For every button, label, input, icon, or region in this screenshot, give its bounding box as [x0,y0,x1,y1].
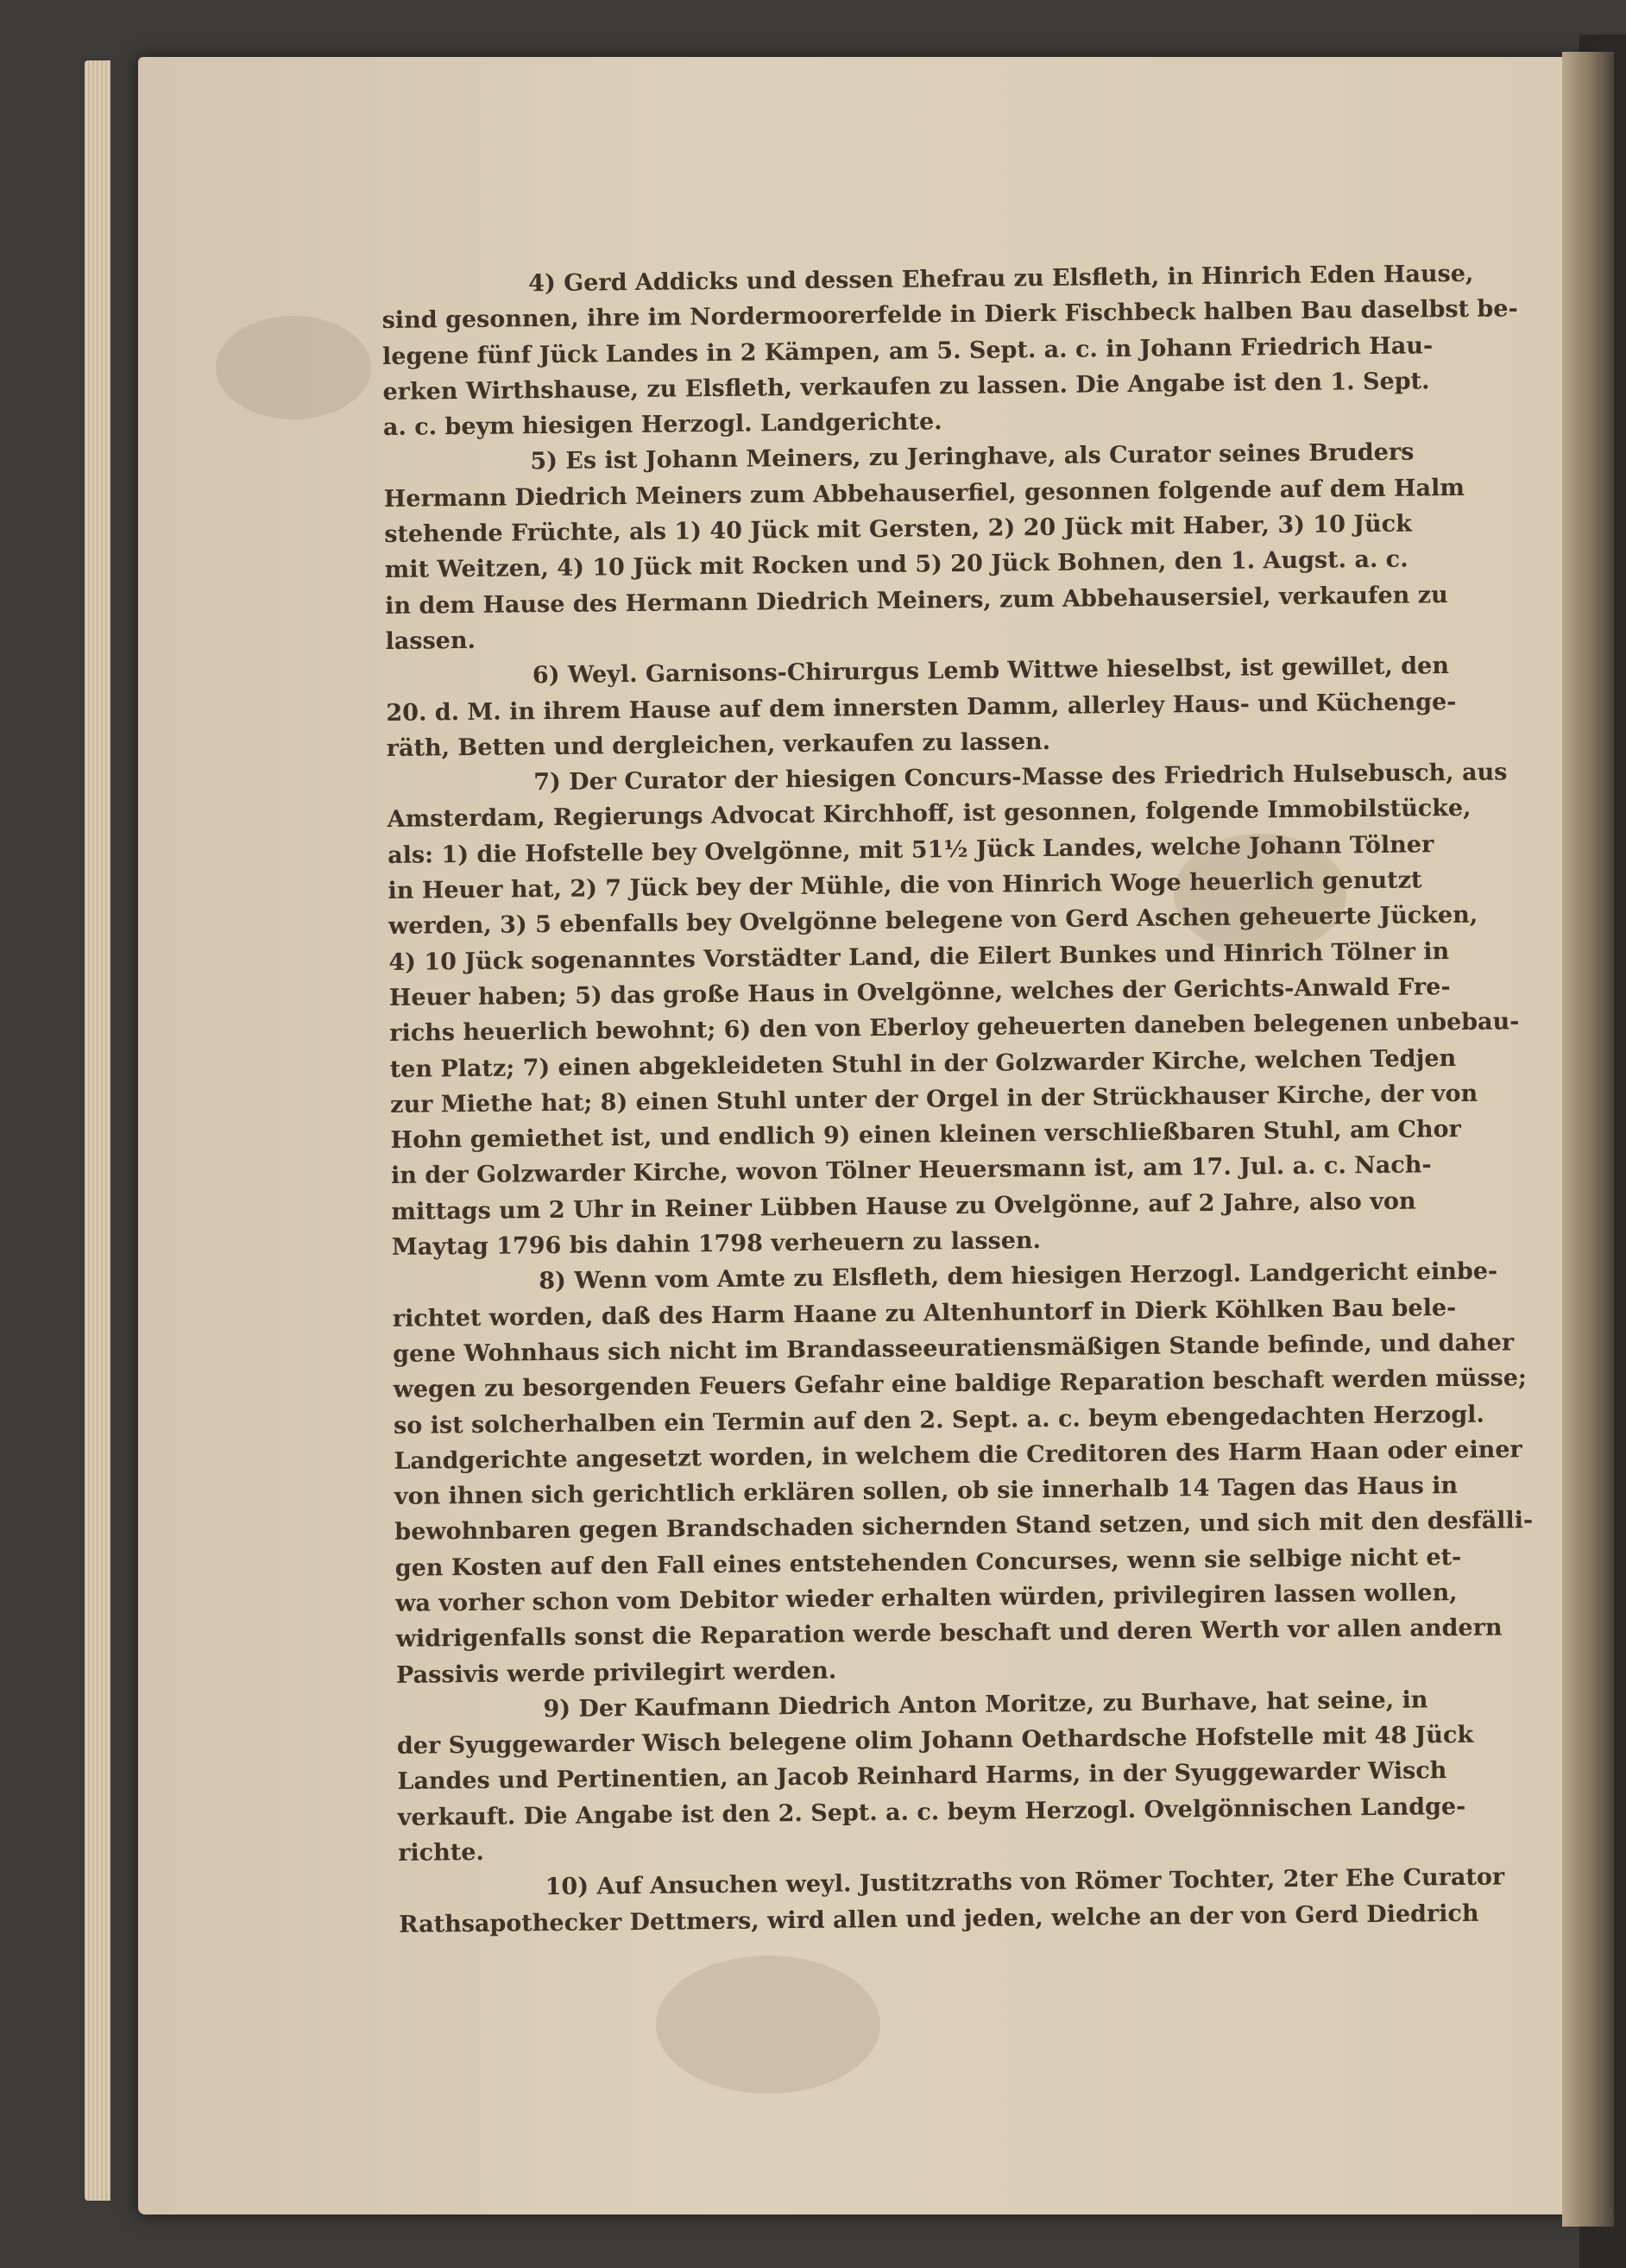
text-line: zur Miethe hat; 8) einen Stuhl unter der Orgel in der Strückhauser Kirche, der von [389,1080,1478,1118]
text-line: werden, 3) 5 ebenfalls bey Ovelgönne belegene von Gerd Aschen geheuerte Jücken, [388,902,1478,941]
text-line: wegen zu besorgenden Feuers Gefahr eine baldige Reparation beschaft werden müsse; [393,1364,1528,1404]
text-line: widrigenfalls sonst die Reparation werde beschaft und deren Werth vor allen andern [395,1614,1503,1654]
text-line: 4) Gerd Addicks und dessen Ehefrau zu Elsfleth, in Hinrich Eden Hause, [528,260,1474,298]
page-edges [85,60,110,2201]
text-line: lassen. [385,627,476,655]
text-line: richte. [398,1838,485,1867]
text-line: ten Platz; 7) einen abgekleideten Stuhl in der Golzwarder Kirche, welchen Tedjen [389,1044,1457,1083]
text-line: bewohnbaren gegen Brandschaden sichernden Stand setzen, und sich mit den desfälli- [394,1507,1534,1547]
text-line: in der Golzwarder Kirche, wovon Tölner Heuersmann ist, am 17. Jul. a. c. Nach- [390,1151,1432,1190]
text-line: 6) Weyl. Garnisons-Chirurgus Lemb Wittwe hieselbst, ist gewillet, den [532,652,1450,690]
text-line: Rathsapothecker Dettmers, wird allen und jeden, welche an der von Gerd Diedrich [398,1899,1479,1938]
text-line: 10) Auf Ansuchen weyl. Justitzraths von Römer Tochter, 2ter Ehe Curator [545,1863,1505,1901]
text-line: Heuer haben; 5) das große Haus in Ovelgönne, welches der Gerichts-Anwald Fre- [388,973,1451,1011]
text-line: Passivis werde privilegirt werden. [395,1657,837,1689]
text-line: in Heuer hat, 2) 7 Jück bey der Mühle, die von Hinrich Woge heuerlich genutzt [388,866,1422,905]
paragraph-7 [387,753,1600,1265]
text-line: Hohn gemiethet ist, und endlich 9) einen kleinen verschließbaren Stuhl, am Chor [390,1116,1461,1155]
text-line: wa vorher schon vom Debitor wieder erhalten würden, privilegiren lassen wollen, [395,1579,1458,1617]
text-line: Maytag 1796 bis dahin 1798 verheuern zu lassen. [391,1227,1042,1261]
text-line: verkauft. Die Angabe ist den 2. Sept. a. c. beym Herzogl. Ovelgönnischen Landge- [397,1792,1466,1831]
paragraph-4 [381,255,1591,445]
paper-stain [216,316,371,419]
text-line: von ihnen sich gerichtlich erklären sollen, ob sie innerhalb 14 Tagen das Haus in [394,1472,1459,1511]
text-line: gene Wohnhaus sich nicht im Brandasseeuratiensmäßigen Stande befinde, und daher [393,1329,1515,1368]
text-line: Hermann Diedrich Meiners zum Abbehauserfiel, gesonnen folgende auf dem Halm [383,474,1465,513]
text-line: erken Wirthshause, zu Elsfleth, verkaufen zu lassen. Die Angabe ist den 1. Sept. [382,368,1430,406]
text-line: der Syuggewarder Wisch belegene olim Johann Oethardsche Hofstelle mit 48 Jück [396,1722,1474,1761]
paragraph-5 [383,433,1594,659]
text-line: richs heuerlich bewohnt; 6) den von Eberloy geheuerten daneben belegenen unbebau- [389,1008,1520,1048]
text-line: 5) Es ist Johann Meiners, zu Jeringhave, als Curator seines Bruders [530,438,1415,476]
text-line: mit Weitzen, 4) 10 Jück mit Rocken und 5) 20 Jück Bohnen, den 1. Augst. a. c. [384,545,1409,584]
text-line: stehende Früchte, als 1) 40 Jück mit Gersten, 2) 20 Jück mit Haber, 3) 10 Jück [384,510,1413,549]
text-line: Landes und Pertinentien, an Jacob Reinhard Harms, in der Syuggewarder Wisch [397,1757,1447,1796]
text-line: 8) Wenn vom Amte zu Elsfleth, dem hiesigen Herzogl. Landgericht einbe- [539,1257,1498,1295]
text-line: so ist solcherhalben ein Termin auf den 2. Sept. a. c. beym ebengedachten Herzogl. [393,1401,1484,1440]
text-line: 9) Der Kaufmann Diedrich Anton Moritze, zu Burhave, hat seine, in [543,1686,1428,1723]
paragraph-8 [392,1253,1604,1693]
paragraph-6 [386,647,1595,767]
text-line: in dem Hause des Hermann Diedrich Meiners, zum Abbehausersiel, verkaufen zu [384,581,1448,620]
text-line: richtet worden, daß des Harm Haane zu Altenhuntorf in Dierk Köhlken Bau bele- [392,1294,1457,1332]
text-line: sind gesonnen, ihre im Nordermoorerfelde in Dierk Fischbeck halben Bau daselbst be- [381,295,1518,335]
document-text [381,255,1607,1943]
text-line: räth, Betten und dergleichen, verkaufen zu lassen. [386,728,1051,762]
text-line: gen Kosten auf den Fall eines entstehenden Concurses, wenn sie selbige nicht et- [394,1543,1462,1582]
text-line: 20. d. M. in ihrem Hause auf dem innersten Damm, allerley Haus- und Küchenge- [386,688,1457,727]
paragraph-10 [398,1859,1607,1943]
text-line: als: 1) die Hofstelle bey Ovelgönne, mit 51½ Jück Landes, welche Johann Tölner [387,831,1434,869]
text-line: a. c. beym hiesigen Herzogl. Landgerichte. [382,408,942,442]
text-line: 4) 10 Jück sogenanntes Vorstädter Land, die Eilert Bunkes und Hinrich Tölner in [388,937,1450,976]
paper-stain [656,1956,880,2094]
text-line: mittags um 2 Uhr in Reiner Lübben Hause zu Ovelgönne, auf 2 Jahre, also von [391,1188,1416,1225]
text-line: 7) Der Curator der hiesigen Concurs-Masse des Friedrich Hulsebusch, aus [533,759,1508,797]
paragraph-9 [396,1680,1606,1871]
text-line: Landgerichte angesetzt worden, in welchem die Creditoren des Harm Haan oder einer [394,1436,1522,1475]
text-line: Amsterdam, Regierungs Advocat Kirchhoff, ist gesonnen, folgende Immobilstücke, [387,795,1472,834]
text-line: legene fünf Jück Landes in 2 Kämpen, am 5. Sept. a. c. in Johann Friedrich Hau- [381,331,1434,370]
